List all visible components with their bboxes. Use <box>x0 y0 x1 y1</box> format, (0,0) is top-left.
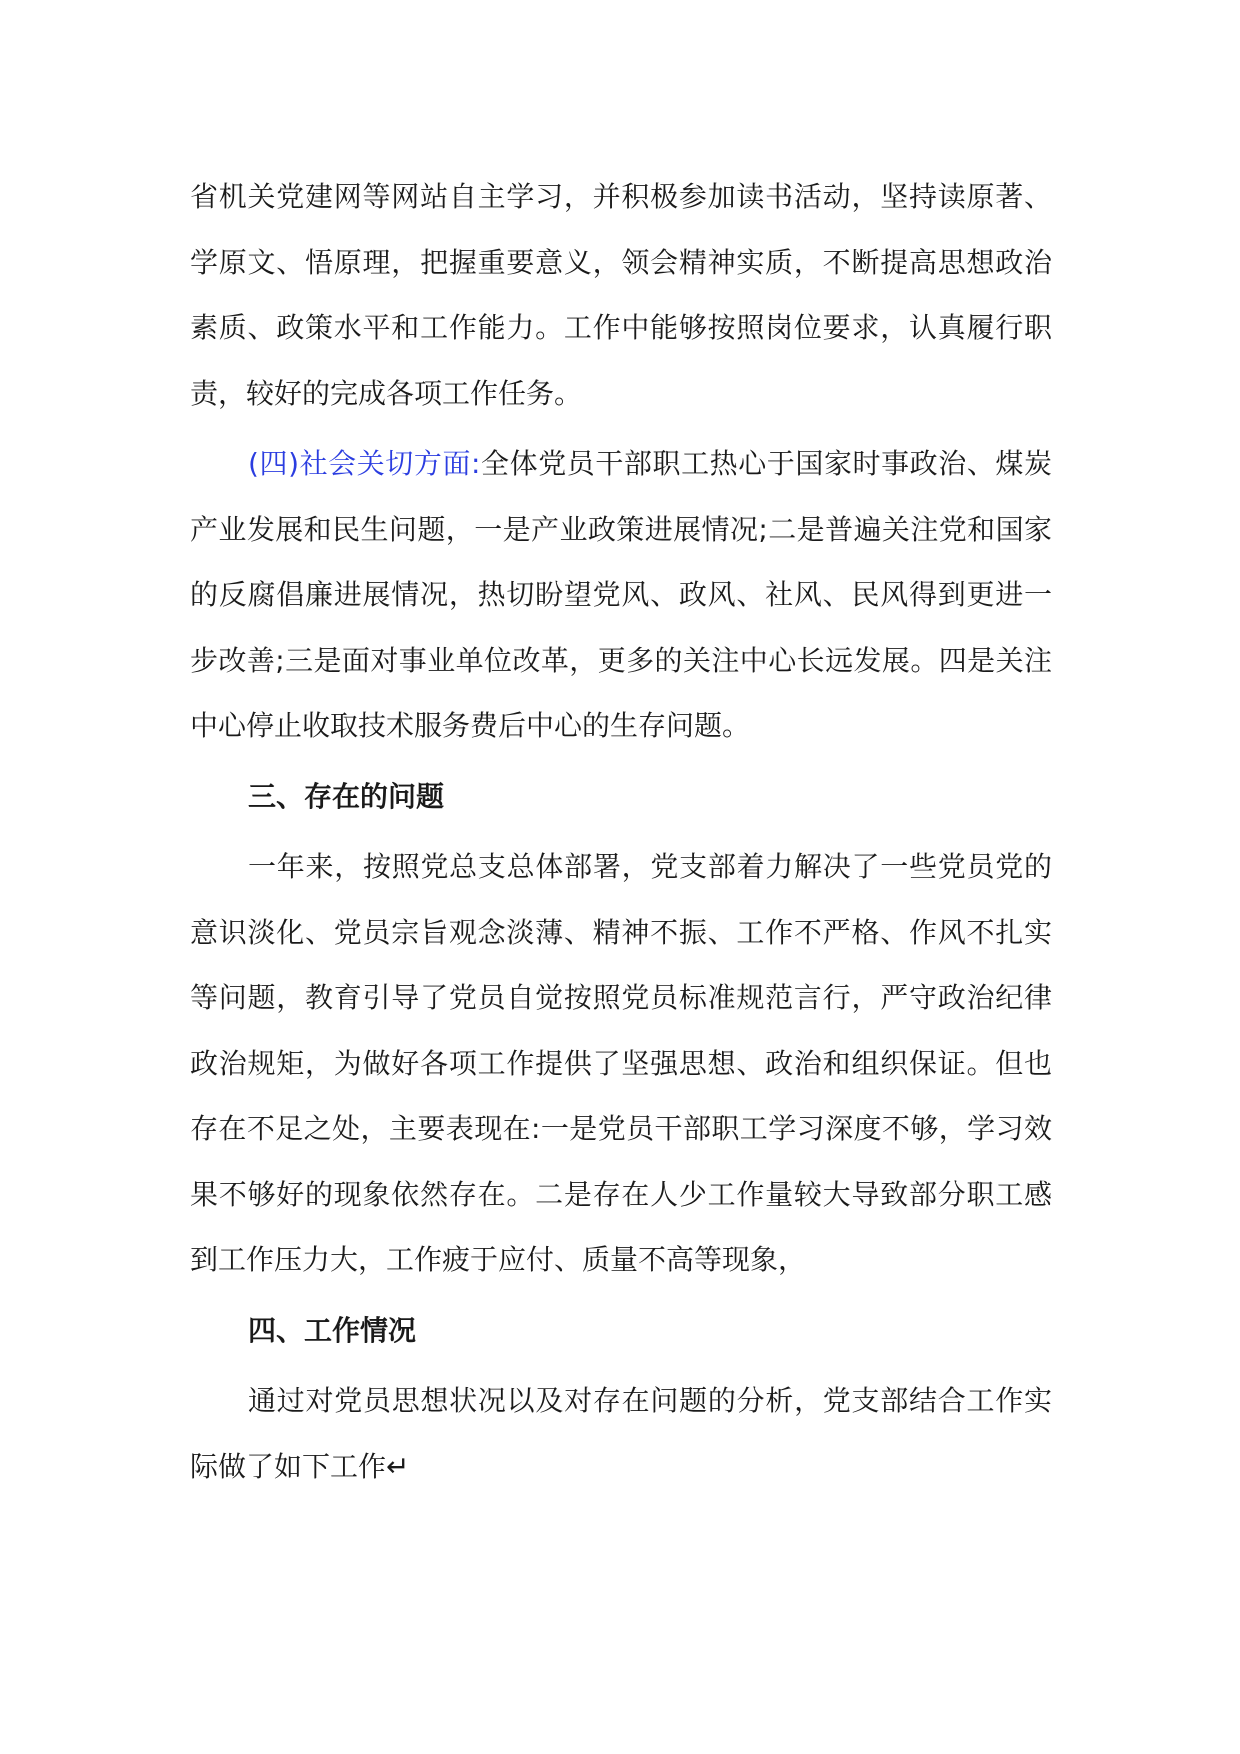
paragraph-work-situation: 通过对党员思想状况以及对存在问题的分析，党支部结合工作实际做了如下工作↵ <box>190 1384 1052 1483</box>
document-page <box>190 164 1052 1499</box>
paragraph-social-concerns <box>190 431 1052 759</box>
heading-existing-problems: 三、存在的问题 <box>248 779 445 813</box>
heading-work-situation: 四、工作情况 <box>248 1313 417 1347</box>
section-label-social-concerns: (四)社会关切方面: <box>248 447 481 480</box>
paragraph-social-concerns-body: 全体党员干部职工热心于国家时事政治、煤炭产业发展和民生问题，一是产业政策进展情况;二是普遍关注党和国家的反腐倡廉进展情况，热切盼望党风、政风、社风、民风得到更进一步改善;三是面对事业单位改革，更多的关注中心长远发展。四是关注中心停止收取技术服务费后中心的生存问题。 <box>190 447 1052 742</box>
paragraph-study: 省机关党建网等网站自主学习，并积极参加读书活动，坚持读原著、学原文、悟原理，把握重要意义，领会精神实质，不断提高思想政治素质、政策水平和工作能力。工作中能够按照岗位要求，认真履行职责，较好的完成各项工作任务。 <box>190 180 1052 410</box>
paragraph-existing-problems: 一年来，按照党总支总体部署，党支部着力解决了一些党员党的意识淡化、党员宗旨观念淡薄、精神不振、工作不严格、作风不扎实等问题，教育引导了党员自觉按照党员标准规范言行，严守政治纪律政治规矩，为做好各项工作提供了坚强思想、政治和组织保证。但也存在不足之处，主要表现在:一是党员干部职工学习深度不够，学习效果不够好的现象依然存在。二是存在人少工作量较大导致部分职工感到工作压力大，工作疲于应付、质量不高等现象， <box>190 850 1052 1276</box>
